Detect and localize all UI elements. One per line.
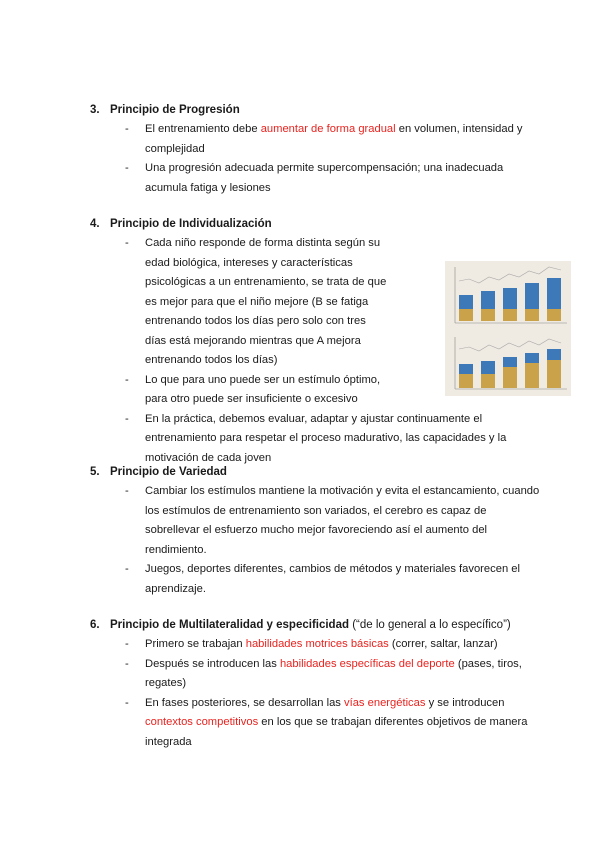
item-text: En fases posteriores, se desarrollan las	[145, 696, 344, 709]
item-text: Primero se trabajan	[145, 638, 246, 650]
section-title: Principio de Progresión	[110, 104, 240, 116]
highlight-text: aumentar de forma gradual	[260, 123, 396, 135]
item-text: Cada niño responde de forma distinta según su edad biológica, intereses y características psicológicas a un entrenamiento, se trata de que es mejor para que el niño mejore (B se fatiga entrenando todos los días pero solo con tres días está mejorando mientras que A mejora entrenando todos los días)	[145, 237, 387, 366]
bullet-list	[90, 120, 540, 198]
item-text: Una progresión adecuada permite supercompensación; una inadecuada acumula fatiga y lesiones	[145, 162, 504, 194]
section-number: 6.	[90, 619, 100, 631]
item-text: y se introducen	[425, 696, 505, 709]
section-title: Principio de Individualización	[110, 218, 272, 230]
list-item	[90, 120, 540, 159]
item-text: (pases, tiros, regates)	[145, 657, 522, 689]
chart-illustration	[445, 261, 571, 396]
item-text: El entrenamiento debe	[145, 123, 261, 135]
section-subtitle: (“de lo general a lo específico”)	[349, 619, 511, 631]
item-text: (correr, saltar, lanzar)	[388, 638, 498, 650]
list-item	[90, 694, 540, 753]
highlight-text: habilidades específicas del deporte	[279, 657, 455, 670]
list-item	[90, 159, 540, 198]
list-item	[90, 560, 540, 599]
section-variedad	[90, 463, 540, 599]
item-text: Juegos, deportes diferentes, cambios de métodos y materiales favorecen el aprendizaje.	[145, 563, 520, 595]
bullet-list	[90, 482, 540, 599]
section-multilateralidad	[90, 616, 540, 752]
item-text: Cambiar los estímulos mantiene la motivación y evita el estancamiento, cuando los estímulos de entrenamiento son variados, el cerebro es capaz de sobrellevar el esfuerzo mucho mejor favoreciendo así el aumento del rendimiento.	[145, 485, 540, 556]
section-progresion	[90, 101, 540, 198]
section-title: Principio de Multilateralidad y especificidad	[110, 619, 350, 631]
section-title: Principio de Variedad	[110, 466, 227, 478]
list-item	[90, 655, 540, 694]
item-text: Después se introducen las	[145, 657, 280, 670]
item-text: En la práctica, debemos evaluar, adaptar y ajustar continuamente el entrenamiento para respetar el proceso madurativo, las capacidades y la motivación de cada joven	[145, 412, 507, 464]
highlight-text: contextos competitivos	[145, 716, 259, 728]
section-heading	[90, 215, 540, 234]
item-text: en volumen, intensidad y complejidad	[145, 123, 523, 155]
section-heading	[90, 616, 540, 635]
highlight-text: habilidades motrices básicas	[245, 638, 389, 650]
section-heading	[90, 463, 540, 482]
item-text: en los que se trabajan diferentes objetivos de manera integrada	[145, 716, 528, 748]
section-number: 3.	[90, 104, 100, 116]
section-number: 4.	[90, 218, 100, 230]
section-number: 5.	[90, 466, 100, 478]
bullet-list	[90, 635, 540, 752]
supercompensation-bar-chart-icon	[445, 261, 571, 396]
list-item	[90, 482, 540, 560]
list-item	[90, 410, 540, 469]
section-heading	[90, 101, 540, 120]
highlight-text: vías energéticas	[344, 696, 426, 709]
list-item	[90, 635, 540, 655]
item-text: Lo que para uno puede ser un estímulo óptimo, para otro puede ser insuficiente o excesivo	[145, 373, 381, 405]
